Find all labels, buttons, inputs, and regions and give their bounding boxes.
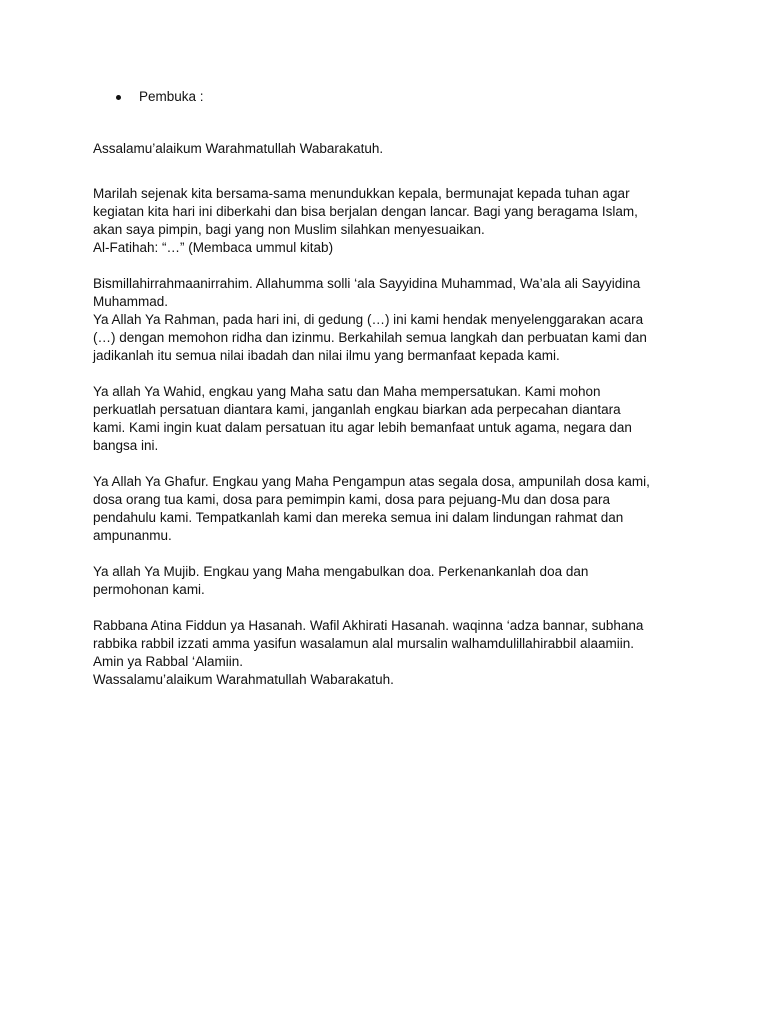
text-line: Al-Fatihah: “…” (Membaca ummul kitab): [93, 240, 334, 255]
paragraph-bismillah: [93, 275, 683, 365]
text-line: Ya allah Ya Mujib. Engkau yang Maha mengabulkan doa. Perkenankanlah doa dan: [93, 564, 589, 579]
bullet-icon: [116, 95, 121, 100]
text-line: jadikanlah itu semua nilai ibadah dan nilai ilmu yang bermanfaat kepada kami.: [93, 348, 560, 363]
paragraph-wahid: [93, 383, 683, 455]
text-line: Ya Allah Ya Ghafur. Engkau yang Maha Pengampun atas segala dosa, ampunilah dosa kami,: [93, 474, 650, 489]
text-line: Amin ya Rabbal ‘Alamiin.: [93, 654, 244, 669]
text-line: ampunanmu.: [93, 528, 172, 543]
text-line: Wassalamu’alaikum Warahmatullah Wabarakatuh.: [93, 672, 394, 687]
document-body: [93, 140, 683, 707]
text-line: dosa orang tua kami, dosa para pemimpin kami, dosa para pejuang-Mu dan dosa para: [93, 492, 611, 507]
text-line: Ya allah Ya Wahid, engkau yang Maha satu dan Maha mempersatukan. Kami mohon: [93, 384, 601, 399]
text-line: kegiatan kita hari ini diberkahi dan bisa berjalan dengan lancar. Bagi yang beragama Islam,: [93, 204, 638, 219]
text-line: bangsa ini.: [93, 438, 159, 453]
text-line: perkuatlah persatuan diantara kami, janganlah engkau biarkan ada perpecahan diantara: [93, 402, 621, 417]
text-line: (…) dengan memohon ridha dan izinmu. Berkahilah semua langkah dan perbuatan kami dan: [93, 330, 647, 345]
text-line: rabbika rabbil izzati amma yasifun wasalamun alal mursalin walhamdulillahirabbil alaamiin.: [93, 636, 634, 651]
text-line: Muhammad.: [93, 294, 169, 309]
text-line: akan saya pimpin, bagi yang non Muslim silahkan menyesuaikan.: [93, 222, 485, 237]
text-line: Marilah sejenak kita bersama-sama menundukkan kepala, bermunajat kepada tuhan agar: [93, 186, 630, 201]
heading-label: Pembuka :: [139, 89, 204, 104]
text-line: Bismillahirrahmaanirrahim. Allahumma solli ‘ala Sayyidina Muhammad, Wa’ala ali Sayyidina: [93, 276, 641, 291]
text-line: Rabbana Atina Fiddun ya Hasanah. Wafil Akhirati Hasanah. waqinna ‘adza bannar, subhana: [93, 618, 644, 633]
text-line: kami. Kami ingin kuat dalam persatuan itu agar lebih bemanfaat untuk agama, negara dan: [93, 420, 632, 435]
bullet-heading: [116, 88, 204, 106]
paragraph-greeting: [93, 140, 683, 158]
paragraph-ghafur: [93, 473, 683, 545]
text-line: pendahulu kami. Tempatkanlah kami dan mereka semua ini dalam lindungan rahmat dan: [93, 510, 624, 525]
paragraph-opening: [93, 185, 683, 257]
paragraph-closing: [93, 617, 683, 689]
text-line: permohonan kami.: [93, 582, 205, 597]
text-line: Ya Allah Ya Rahman, pada hari ini, di gedung (…) ini kami hendak menyelenggarakan acara: [93, 312, 644, 327]
text-line: Assalamu’alaikum Warahmatullah Wabarakatuh.: [93, 141, 384, 156]
paragraph-mujib: [93, 563, 683, 599]
